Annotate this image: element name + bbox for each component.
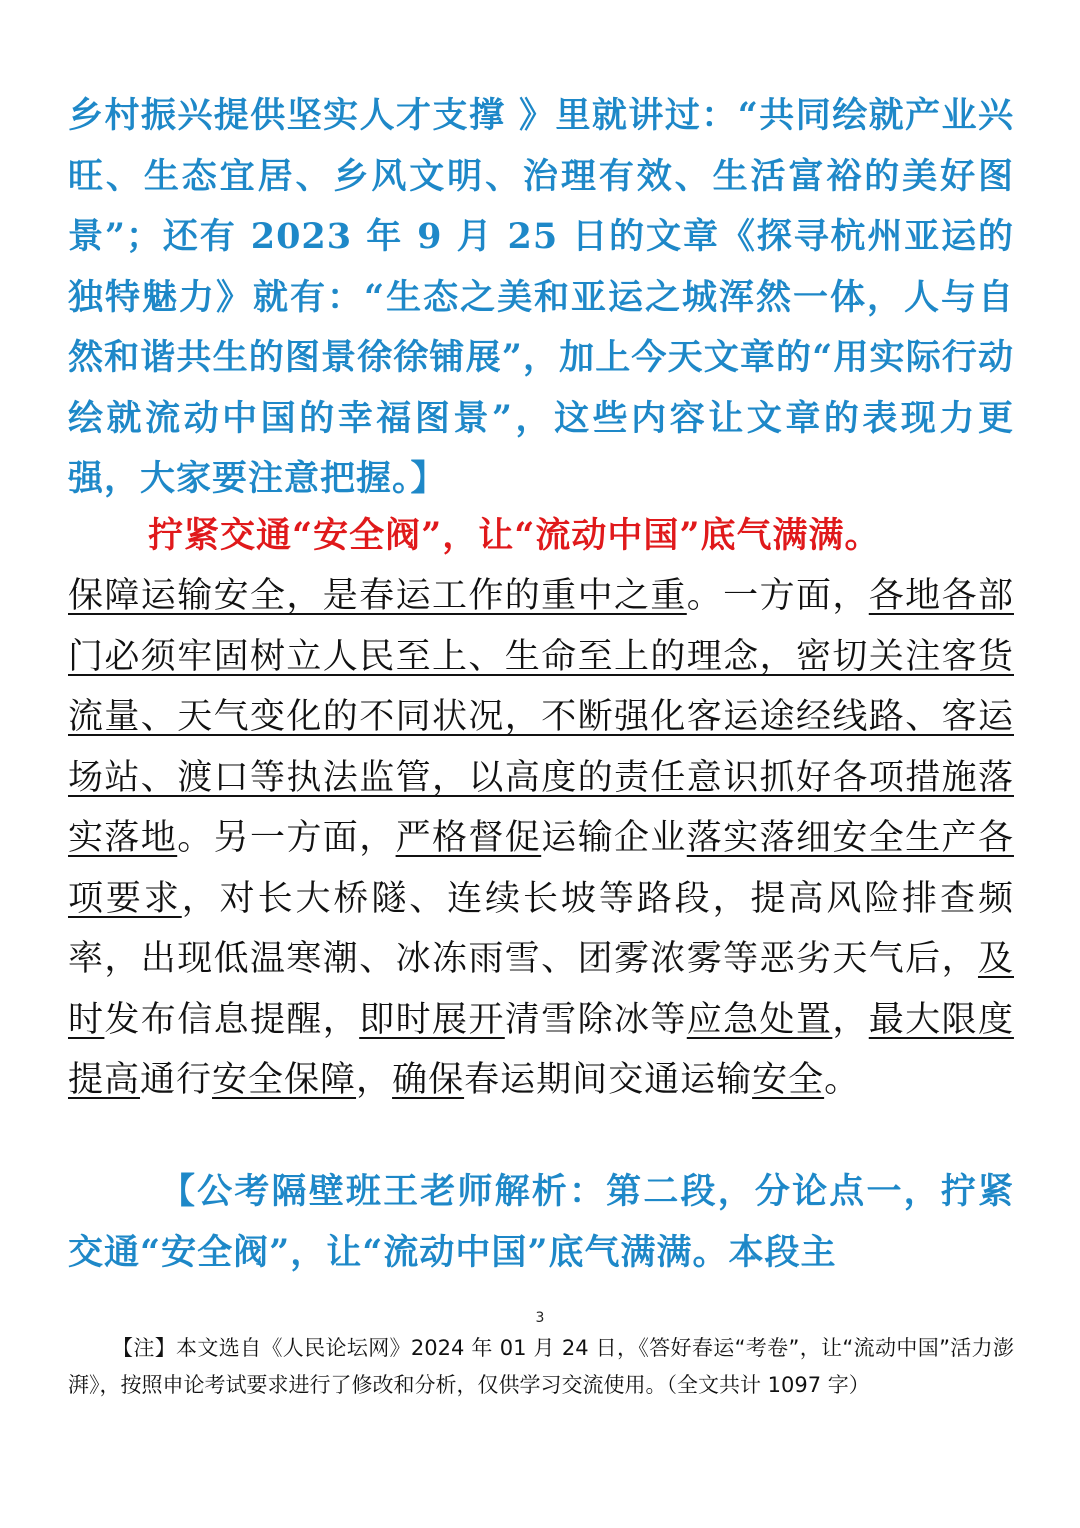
text-segment: 运输企业 (541, 818, 687, 858)
text-segment: 通行 (140, 1060, 213, 1100)
underlined-text-segment: 保障运输安全，是春运工作的重中之重 (68, 576, 687, 616)
text-segment: ， (356, 1060, 393, 1100)
underlined-text-segment: 严格督促 (395, 818, 542, 858)
underlined-text-segment: 各地各部门必须牢固树立人民至上、生命至上的理念，密切关注客货流量、天气变化的不同状况，不断强化客运途经线路、客运场站、渡口等执法监管，以高度的责任意识抓好各项措施落实落地 (68, 576, 1014, 858)
underlined-text-segment: 安全 (752, 1060, 825, 1100)
text-segment: 。一方面， (686, 576, 869, 616)
body-paragraph (68, 566, 1014, 1111)
page-number: 3 (535, 1310, 545, 1326)
text-segment: ， (832, 999, 869, 1040)
underlined-text-segment: 确保 (392, 1060, 465, 1100)
footnote: 【注】本文选自《人民论坛网》2024 年 01 月 24 日，《答好春运“考卷”，让“流动中国”活力澎湃》，按照申论考试要求进行了修改和分析，仅供学习交流使用。（全文共计 1097 字） (68, 1336, 1014, 1397)
text-segment: 发布信息提醒， (104, 999, 360, 1040)
section-heading: 拧紧交通“安全阀”，让“流动中国”底气满满。 (148, 515, 881, 556)
underlined-text-segment: 及时 (68, 939, 1014, 1040)
analysis-paragraph: 【公考隔壁班王老师解析：第二段，分论点一，拧紧交通“安全阀”，让“流动中国”底气满满。本段主 (68, 1171, 1014, 1273)
text-segment: 春运期间交通运输 (464, 1060, 753, 1100)
underlined-text-segment: 应急处置 (686, 999, 833, 1040)
underlined-text-segment: 最大限度提高 (68, 999, 1014, 1100)
text-segment: ，对长大桥隧、连续长坡等路段，提高风险排查频率，出现低温寒潮、冰冻雨雪、团雾浓雾等恶劣天气后， (68, 878, 1014, 979)
continuation-paragraph: 乡村振兴提供坚实人才支撑 》里就讲过：“共同绘就产业兴旺、生态宜居、乡风文明、治理有效、生活富裕的美好图景”；还有 2023 年 9 月 25 日的文章《探寻杭州亚运的独特魅力》就有：“生态之美和亚运之城浑然一体，人与自然和谐共生的图景徐徐铺展”，加上今天文章的“用实际行动绘就流动中国的幸福图景”，这些内容让文章的表现力更强，大家要注意把握。】 (68, 95, 1014, 499)
text-segment: 。 (824, 1060, 861, 1100)
text-segment: 。另一方面， (177, 818, 396, 858)
underlined-text-segment: 即时展开 (359, 999, 505, 1040)
underlined-text-segment: 安全保障 (212, 1060, 357, 1100)
underlined-text-segment: 落实落细安全生产各项要求 (68, 818, 1014, 919)
text-segment: 清雪除冰等 (504, 999, 687, 1040)
